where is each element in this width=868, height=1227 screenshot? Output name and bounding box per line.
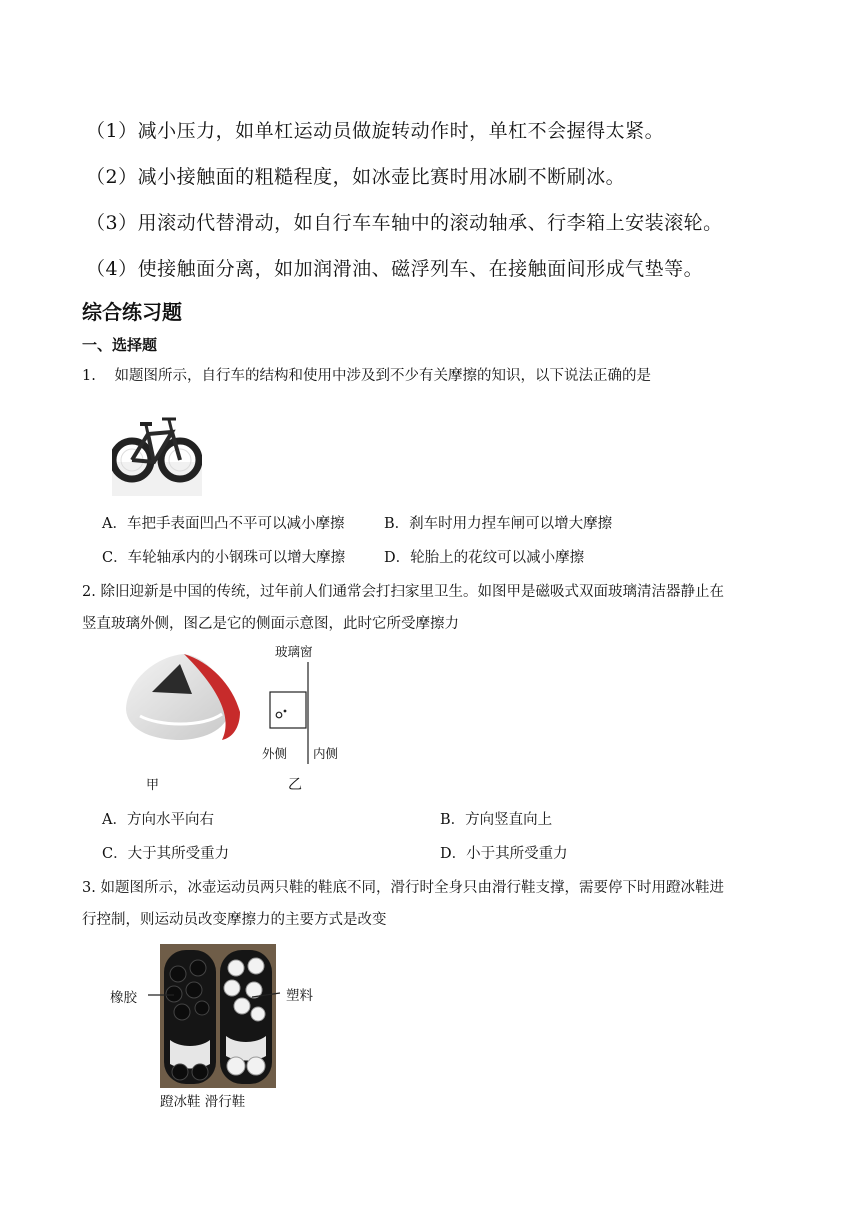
window-label: 玻璃窗 (275, 644, 313, 659)
q2-option-a: A．方向水平向右 (102, 812, 214, 828)
label-pointer-lines (140, 985, 360, 1005)
question-text: 除旧迎新是中国的传统，过年前人们通常会打扫家里卫生。如图甲是磁吸式双面玻璃清洁器静止在 (100, 584, 724, 600)
q2-option-d: D．小于其所受重力 (440, 846, 568, 862)
fig-jia-label: 甲 (146, 778, 160, 793)
q1-option-d: D．轮胎上的花纹可以减小摩擦 (384, 550, 585, 566)
question-text: 如题图所示，自行车的结构和使用中涉及到不少有关摩擦的知识，以下说法正确的是 (114, 368, 651, 384)
question-3-line-2: 行控制，则运动员改变摩擦力的主要方式是改变 (82, 912, 387, 928)
question-2-line-1 (82, 580, 724, 601)
subsection-title: 一、选择题 (82, 336, 158, 354)
intro-line-1: （1）减小压力，如单杠运动员做旋转动作时，单杠不会握得太紧。 (86, 120, 665, 142)
side-view-diagram (262, 640, 352, 786)
q2-option-b: B．方向竖直向上 (440, 812, 553, 828)
shoes-caption: 蹬冰鞋 滑行鞋 (160, 1094, 246, 1110)
curling-shoes-image (160, 944, 276, 1088)
q2-option-c: C．大于其所受重力 (102, 846, 230, 862)
q1-option-b: B．刹车时用力捏车闸可以增大摩擦 (384, 516, 613, 532)
bicycle-image (112, 392, 202, 496)
inside-label: 内侧 (313, 746, 339, 761)
question-number: 3. (82, 880, 96, 896)
fig-yi-label: 乙 (288, 777, 302, 793)
intro-line-2: （2）减小接触面的粗糙程度，如冰壶比赛时用冰刷不断刷冰。 (86, 166, 626, 188)
intro-line-4: （4）使接触面分离，如加润滑油、磁浮列车、在接触面间形成气垫等。 (86, 258, 704, 280)
question-2-line-2: 竖直玻璃外侧，图乙是它的侧面示意图，此时它所受摩擦力 (82, 616, 459, 632)
question-1 (82, 364, 651, 385)
q1-option-a: A．车把手表面凹凸不平可以减小摩擦 (102, 516, 345, 532)
intro-line-3: （3）用滚动代替滑动，如自行车车轴中的滚动轴承、行李箱上安装滚轮。 (86, 212, 723, 234)
question-number: 1. (82, 368, 96, 384)
rubber-label: 橡胶 (110, 990, 137, 1006)
section-title: 综合练习题 (82, 300, 182, 324)
question-3-line-1 (82, 876, 724, 897)
question-number: 2. (82, 584, 96, 600)
glass-cleaner-image (118, 648, 246, 748)
outside-label: 外侧 (262, 746, 288, 761)
plastic-label: 塑料 (286, 988, 313, 1004)
question-text: 如题图所示，冰壶运动员两只鞋的鞋底不同，滑行时全身只由滑行鞋支撑，需要停下时用蹬冰鞋进 (100, 880, 724, 896)
q1-option-c: C．车轮轴承内的小钢珠可以增大摩擦 (102, 550, 346, 566)
